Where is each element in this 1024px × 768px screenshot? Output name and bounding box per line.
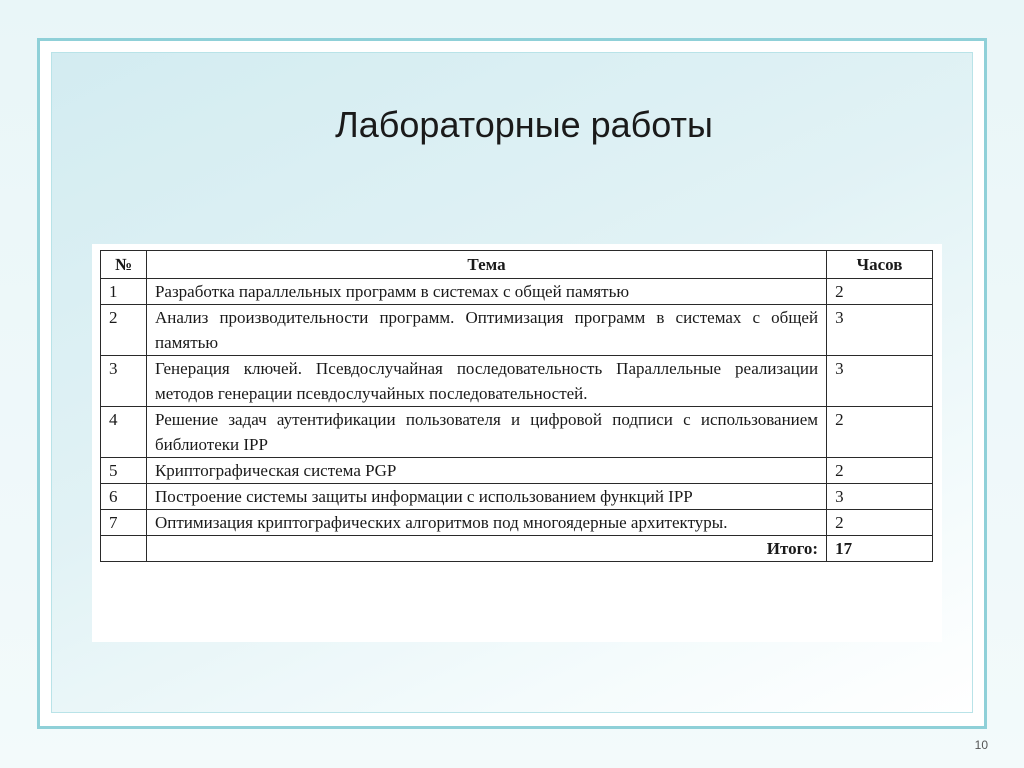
table-row (101, 407, 933, 458)
table-row (101, 305, 933, 356)
row-topic: Построение системы защиты информации с использованием функций IPP (146, 484, 826, 510)
slide-title: Лабораторные работы (335, 104, 713, 145)
row-topic: Решение задач аутентификации пользователя и цифровой подписи с использованием библиотеки IPP (146, 407, 826, 458)
row-topic: Генерация ключей. Псевдослучайная последовательность Параллельные реализации методов генерации псевдослучайных последовательностей. (146, 356, 826, 407)
table-row (101, 510, 933, 536)
header-number: № (101, 251, 147, 279)
total-empty-cell (101, 536, 147, 562)
row-topic: Криптографическая система PGP (146, 458, 826, 484)
row-number: 5 (101, 458, 147, 484)
row-hours: 3 (827, 484, 933, 510)
row-hours: 3 (827, 356, 933, 407)
table-header-row (101, 251, 933, 279)
table-row (101, 356, 933, 407)
lab-works-table (100, 250, 933, 562)
header-topic: Тема (146, 251, 826, 279)
row-hours: 2 (827, 458, 933, 484)
header-hours: Часов (827, 251, 933, 279)
table-row (101, 458, 933, 484)
row-number: 2 (101, 305, 147, 356)
table-container (92, 244, 942, 642)
row-number: 1 (101, 279, 147, 305)
row-topic: Оптимизация криптографических алгоритмов под многоядерные архитектуры. (146, 510, 826, 536)
row-topic: Анализ производительности программ. Оптимизация программ в системах с общей памятью (146, 305, 826, 356)
row-hours: 3 (827, 305, 933, 356)
table-row (101, 279, 933, 305)
total-value: 17 (827, 536, 933, 562)
row-number: 4 (101, 407, 147, 458)
row-hours: 2 (827, 279, 933, 305)
row-number: 6 (101, 484, 147, 510)
total-label: Итого: (146, 536, 826, 562)
row-number: 7 (101, 510, 147, 536)
row-hours: 2 (827, 510, 933, 536)
row-topic: Разработка параллельных программ в системах с общей памятью (146, 279, 826, 305)
page-number: 10 (974, 738, 988, 752)
row-number: 3 (101, 356, 147, 407)
row-hours: 2 (827, 407, 933, 458)
table-row (101, 484, 933, 510)
table-total-row (101, 536, 933, 562)
